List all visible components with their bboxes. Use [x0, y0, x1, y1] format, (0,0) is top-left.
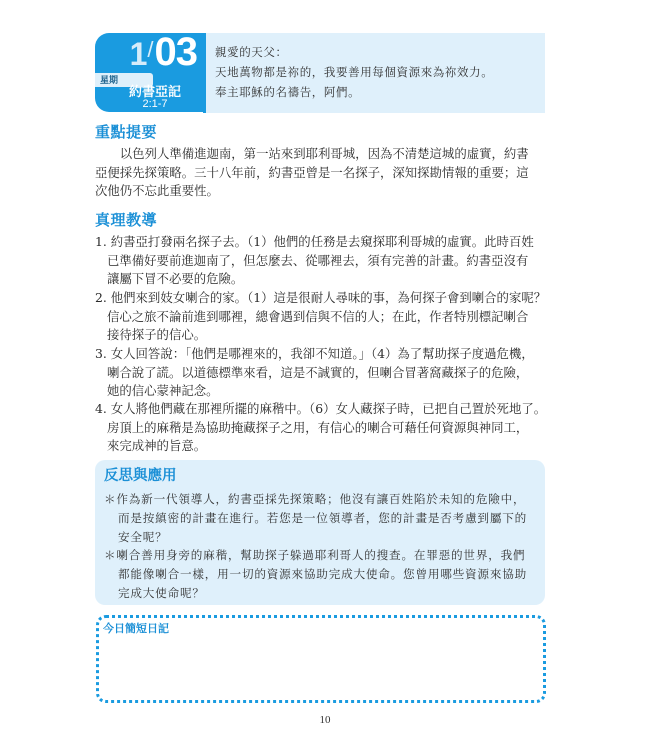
date-month: 1: [129, 36, 147, 72]
reflection-line: ＊喇合善用身旁的麻稭，幫助探子躲過耶利哥人的搜查。在罪惡的世界，我們: [104, 548, 526, 562]
teaching-line: 喇合說了謊。以道德標準來看，這是不誠實的，但喇合冒著窩藏探子的危險，: [107, 364, 529, 380]
summary-line: 亞便採先探策略。三十八年前，約書亞曾是一名探子，深知探勘情報的重要；這: [95, 164, 529, 180]
teaching-line: 信心之旅不論前進到哪裡，總會遇到信與不信的人；在此，作者特別標記喇合: [107, 308, 529, 324]
summary-line: 以色列人準備進迦南，第一站來到耶利哥城，因為不清楚這城的虛實，約書: [95, 146, 529, 161]
teaching-line: 已準備好要前進迦南了，但怎麼去、從哪裡去，須有完善的計畫。約書亞沒有: [107, 252, 529, 268]
journal-label: 今日簡短日記: [103, 623, 169, 635]
teaching-line: 讓屬下冒不必要的危險。: [107, 271, 244, 287]
reflection-line: 完成大使命呢？: [118, 586, 205, 600]
reflection-line: ＊作為新一代領導人，約書亞採先探策略；他沒有讓百姓陷於未知的危險中，: [104, 492, 526, 506]
weekday-label: 星期: [100, 75, 119, 85]
teaching-line: 她的信心蒙神記念。: [107, 383, 219, 399]
reflection-item: [104, 490, 527, 547]
prayer-line: 親愛的天父：: [215, 45, 288, 59]
journal-input[interactable]: [103, 640, 539, 696]
prayer-box: [203, 33, 545, 113]
summary-line: 次他仍不忘此重要性。: [95, 183, 219, 199]
teaching-item: [95, 400, 550, 456]
reflection-item: [104, 546, 527, 603]
page-number: 10: [319, 714, 331, 726]
scripture-book: 約書亞記: [128, 84, 181, 99]
teaching-line: 接待探子的信心。: [107, 327, 207, 343]
prayer-line: 奉主耶穌的名禱告，阿們。: [215, 85, 361, 99]
summary-heading: 重點提要: [95, 124, 158, 141]
teaching-item: [95, 289, 550, 345]
teaching-line: 房頂上的麻稭是為協助掩藏探子之用，有信心的喇合可藉任何資源與神同工，: [107, 419, 529, 435]
reflection-line: 而是按縝密的計畫在進行。若您是一位領導者，您的計畫是否考慮到屬下的: [118, 511, 527, 525]
reflection-line: 安全呢？: [118, 530, 168, 544]
scripture-reference: 2:1-7: [142, 98, 168, 110]
summary-paragraph: [95, 145, 545, 201]
date-day: 03: [154, 30, 197, 74]
journal-box: [96, 615, 546, 703]
teaching-line: 來完成神的旨意。: [107, 438, 207, 454]
date-block: [95, 30, 203, 112]
date-separator: /: [147, 37, 154, 62]
teaching-item: [95, 233, 550, 289]
reflection-box: [95, 460, 545, 605]
teaching-item: [95, 345, 550, 401]
teaching-line: 2. 他們來到妓女喇合的家。（1）這是很耐人尋味的事，為何探子會到喇合的家呢？: [95, 290, 547, 305]
teaching-heading: 真理教導: [95, 212, 158, 229]
teaching-line: 1. 約書亞打發兩名探子去。（1）他們的任務是去窺探耶利哥城的虛實。此時百姓: [95, 234, 534, 249]
reflection-heading: 反思與應用: [104, 468, 177, 484]
prayer-line: 天地萬物都是祢的，我要善用每個資源來為祢效力。: [215, 65, 494, 79]
teaching-line: 4. 女人將他們藏在那裡所擺的麻稭中。（6）女人藏探子時，已把自己置於死地了。: [95, 401, 547, 416]
reflection-line: 都能像喇合一樣，用一切的資源來協助完成大使命。您曾用哪些資源來協助: [118, 567, 527, 581]
teaching-line: 3. 女人回答說：「他們是哪裡來的，我卻不知道。」（4）為了幫助探子度過危機，: [95, 346, 534, 361]
